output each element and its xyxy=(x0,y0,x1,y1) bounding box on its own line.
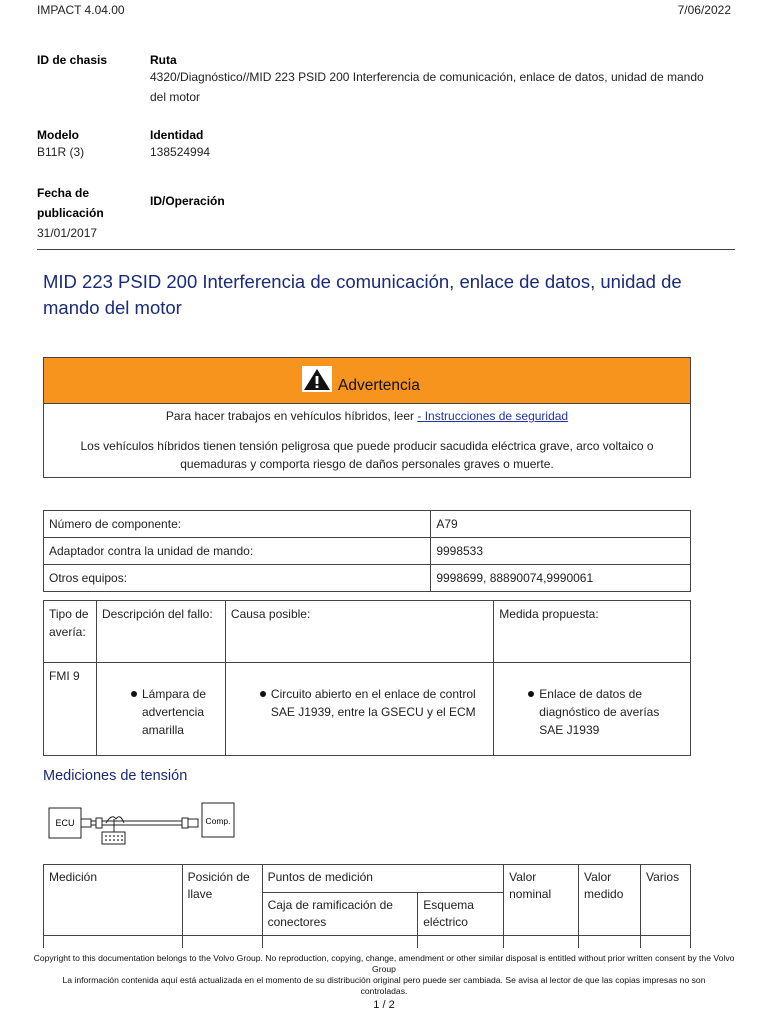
warning-body xyxy=(44,404,690,477)
diagram-ecu-label: ECU xyxy=(55,818,75,828)
component-table xyxy=(43,510,691,592)
measurement-points-header: Puntos de medición xyxy=(262,865,504,893)
schematic-header: Esquema eléctrico xyxy=(418,893,504,936)
fault-table xyxy=(43,600,691,756)
page-footer xyxy=(0,953,768,1011)
copyright-notice: Copyright to this documentation belongs to the Volvo Group. No reproduction, copying, change, amendment or other similar disposal is entitled without prior written consent by the Volvo Group xyxy=(33,953,735,974)
misc-header: Varios xyxy=(640,865,690,936)
model-value: B11R (3) xyxy=(37,145,85,159)
fault-cause-cell xyxy=(225,663,493,756)
fault-description-header: Descripción del fallo: xyxy=(96,601,225,663)
warning-box xyxy=(43,357,691,478)
warning-line2: Los vehículos híbridos tienen tensión peligrosa que puede producir sacudida eléctrica grave, arco voltaico o quemaduras y comporta riesgo de daños personales graves o muerte. xyxy=(80,439,654,471)
fault-type-header: Tipo de avería: xyxy=(44,601,97,663)
header-divider xyxy=(37,249,735,250)
junction-box-header: Caja de ramificación de conectores xyxy=(262,893,418,936)
warning-icon xyxy=(302,366,332,392)
table-row xyxy=(44,565,691,592)
misc-cell xyxy=(640,936,690,948)
other-equipment-value: 9998699, 88890074,9990061 xyxy=(431,565,691,592)
fault-description-cell xyxy=(96,663,225,756)
measurement-header-row xyxy=(44,865,691,893)
fault-action-header: Medida propuesta: xyxy=(494,601,691,663)
adapter-value: 9998533 xyxy=(431,538,691,565)
operation-label: ID/Operación xyxy=(150,194,225,208)
table-row xyxy=(44,511,691,538)
warning-header xyxy=(44,358,690,404)
warning-title: Advertencia xyxy=(338,377,420,394)
adapter-label: Adaptador contra la unidad de mando: xyxy=(44,538,431,565)
component-number-value: A79 xyxy=(431,511,691,538)
voltage-measurements-heading: Mediciones de tensión xyxy=(43,768,188,784)
route-label: Ruta xyxy=(150,53,177,67)
print-date: 7/06/2022 xyxy=(677,3,731,17)
fault-description-bullet: Lámpara de advertencia amarilla xyxy=(102,685,220,739)
fault-cause-header: Causa posible: xyxy=(225,601,493,663)
document-title: MID 223 PSID 200 Interferencia de comunicación, enlace de datos, unidad de mando del motor xyxy=(43,271,682,318)
identity-label: Identidad xyxy=(150,128,204,142)
fault-action-cell xyxy=(494,663,691,756)
model-label: Modelo xyxy=(37,128,79,142)
measure-cell xyxy=(44,936,183,948)
safety-instructions-link[interactable]: - Instrucciones de seguridad xyxy=(417,409,569,423)
route-value: 4320/Diagnóstico//MID 223 PSID 200 Interferencia de comunicación, enlace de datos, unidad de mando del motor xyxy=(150,70,704,104)
table-row xyxy=(44,663,691,756)
fault-cause-bullet: Circuito abierto en el enlace de control SAE J1939, entre la GSECU y el ECM xyxy=(231,685,488,721)
warning-line1: Para hacer trabajos en vehículos híbridos, leer xyxy=(165,409,415,423)
component-number-label: Número de componente: xyxy=(44,511,431,538)
schematic-cell xyxy=(418,936,504,948)
pubdate-label: Fecha de publicación xyxy=(37,186,104,220)
diagram-comp-label: Comp. xyxy=(205,816,231,826)
measure-header: Medición xyxy=(44,865,183,936)
app-version: IMPACT 4.04.00 xyxy=(37,3,125,17)
identity-value: 138524994 xyxy=(150,145,211,159)
fault-header-row xyxy=(44,601,691,663)
other-equipment-label: Otros equipos: xyxy=(44,565,431,592)
top-bar xyxy=(37,3,731,19)
junction-box-cell xyxy=(262,936,418,948)
pubdate-value: 31/01/2017 xyxy=(37,226,98,240)
key-position-header: Posición de llave xyxy=(182,865,262,936)
wiring-diagram xyxy=(48,800,238,848)
fault-type-value: FMI 9 xyxy=(44,663,97,756)
nominal-value-cell xyxy=(504,936,579,948)
nominal-value-header: Valor nominal xyxy=(504,865,579,936)
measured-value-cell xyxy=(579,936,641,948)
page-number: 1 / 2 xyxy=(373,999,395,1011)
fault-action-bullet: Enlace de datos de diagnóstico de averías SAE J1939 xyxy=(499,685,685,739)
measurement-table xyxy=(43,864,691,948)
table-row xyxy=(44,538,691,565)
distribution-notice: La información contenida aquí está actualizada en el momento de su distribución original pero puede ser cambiada. Se avisa al lector de que las copias impresas no son controladas. xyxy=(62,975,706,996)
table-row xyxy=(44,936,691,948)
measured-value-header: Valor medido xyxy=(579,865,641,936)
chassis-label: ID de chasis xyxy=(37,53,108,67)
key-position-cell xyxy=(182,936,262,948)
